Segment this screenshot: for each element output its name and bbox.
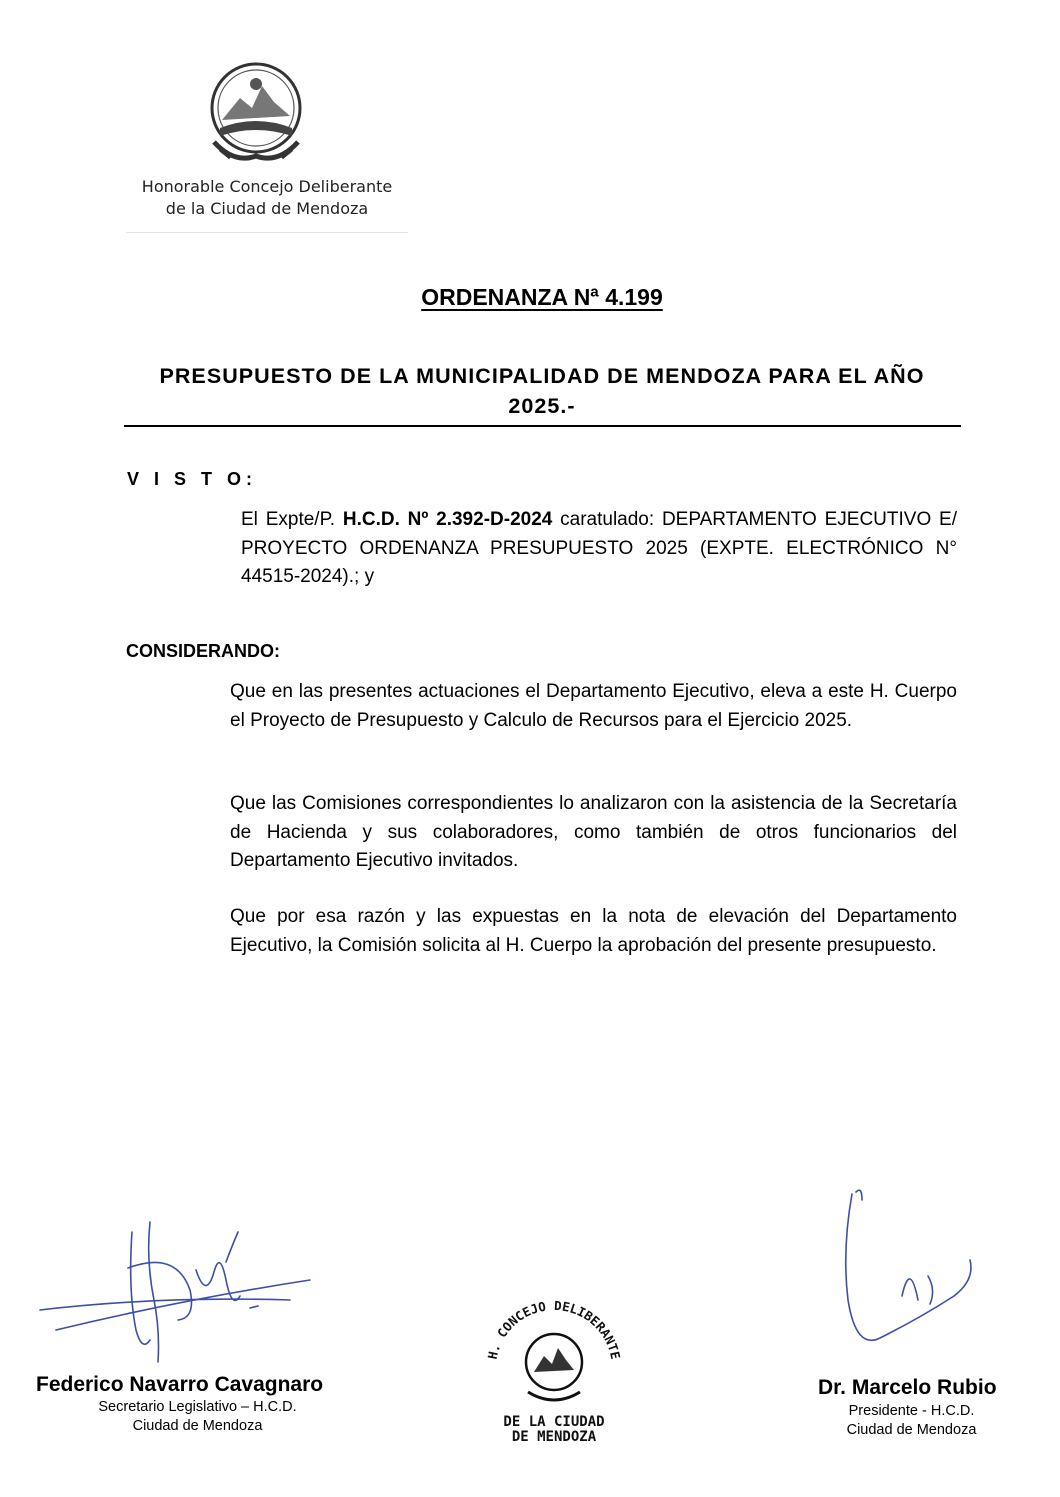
considerando-paragraph: Que por esa razón y las expuestas en la nota de elevación del Departamento Ejecutivo, la Comisión solicita al H. Cuerpo la aprobación del presente presupuesto. [230, 906, 957, 956]
visto-text-post: caratulado: DEPARTAMENTO EJECUTIVO E/ PROYECTO ORDENANZA PRESUPUESTO 2025 (EXPTE. ELECTRÓNICO N° 44515-2024).; y [241, 509, 957, 587]
signer-title-right [818, 1402, 1005, 1440]
document-subtitle: PRESUPUESTO DE LA MUNICIPALIDAD DE MENDOZA PARA EL AÑO 2025.- [159, 364, 925, 418]
signer-role-right: Presidente - H.C.D. [848, 1403, 975, 1419]
visto-text-pre: El Expte/P. [241, 509, 343, 530]
official-stamp [478, 1290, 630, 1450]
signer-role-left: Secretario Legislativo – H.C.D. [98, 1399, 297, 1415]
stamp-line-2: DE MENDOZA [511, 1429, 597, 1445]
document-title: ORDENANZA Nª 4.199 [421, 284, 663, 310]
signer-city-left: Ciudad de Mendoza [132, 1418, 263, 1434]
left-signature [40, 1222, 310, 1362]
right-signature [846, 1190, 971, 1340]
organization-line-1: Honorable Concejo Deliberante [141, 177, 393, 196]
considerando-paragraph: Que en las presentes actuaciones el Departamento Ejecutivo, eleva a este H. Cuerpo el Proyecto de Presupuesto y Calculo de Recursos para el Ejercicio 2025. [230, 681, 957, 731]
signer-title-left [80, 1398, 315, 1436]
visto-expediente-number: H.C.D. Nº 2.392-D-2024 [342, 509, 553, 530]
organization-line-2: de la Ciudad de Mendoza [165, 199, 369, 218]
visto-heading: V I S T O: [127, 469, 258, 489]
signer-name-right: Dr. Marcelo Rubio [818, 1376, 997, 1399]
considerando-heading: CONSIDERANDO: [126, 641, 281, 661]
stamp-line-1: DE LA CIUDAD [503, 1414, 605, 1430]
considerando-paragraph: Que las Comisiones correspondientes lo analizaron con la asistencia de la Secretaría de Hacienda y sus colaboradores, como también de otros funcionarios del Departamento Ejecutivo invitados. [230, 793, 957, 871]
stamp-mountains [534, 1348, 574, 1372]
stamp-arc-text: H. CONCEJO DELIBERANTE [484, 1297, 624, 1361]
signer-city-right: Ciudad de Mendoza [846, 1422, 977, 1438]
signer-name-left: Federico Navarro Cavagnaro [36, 1373, 324, 1396]
